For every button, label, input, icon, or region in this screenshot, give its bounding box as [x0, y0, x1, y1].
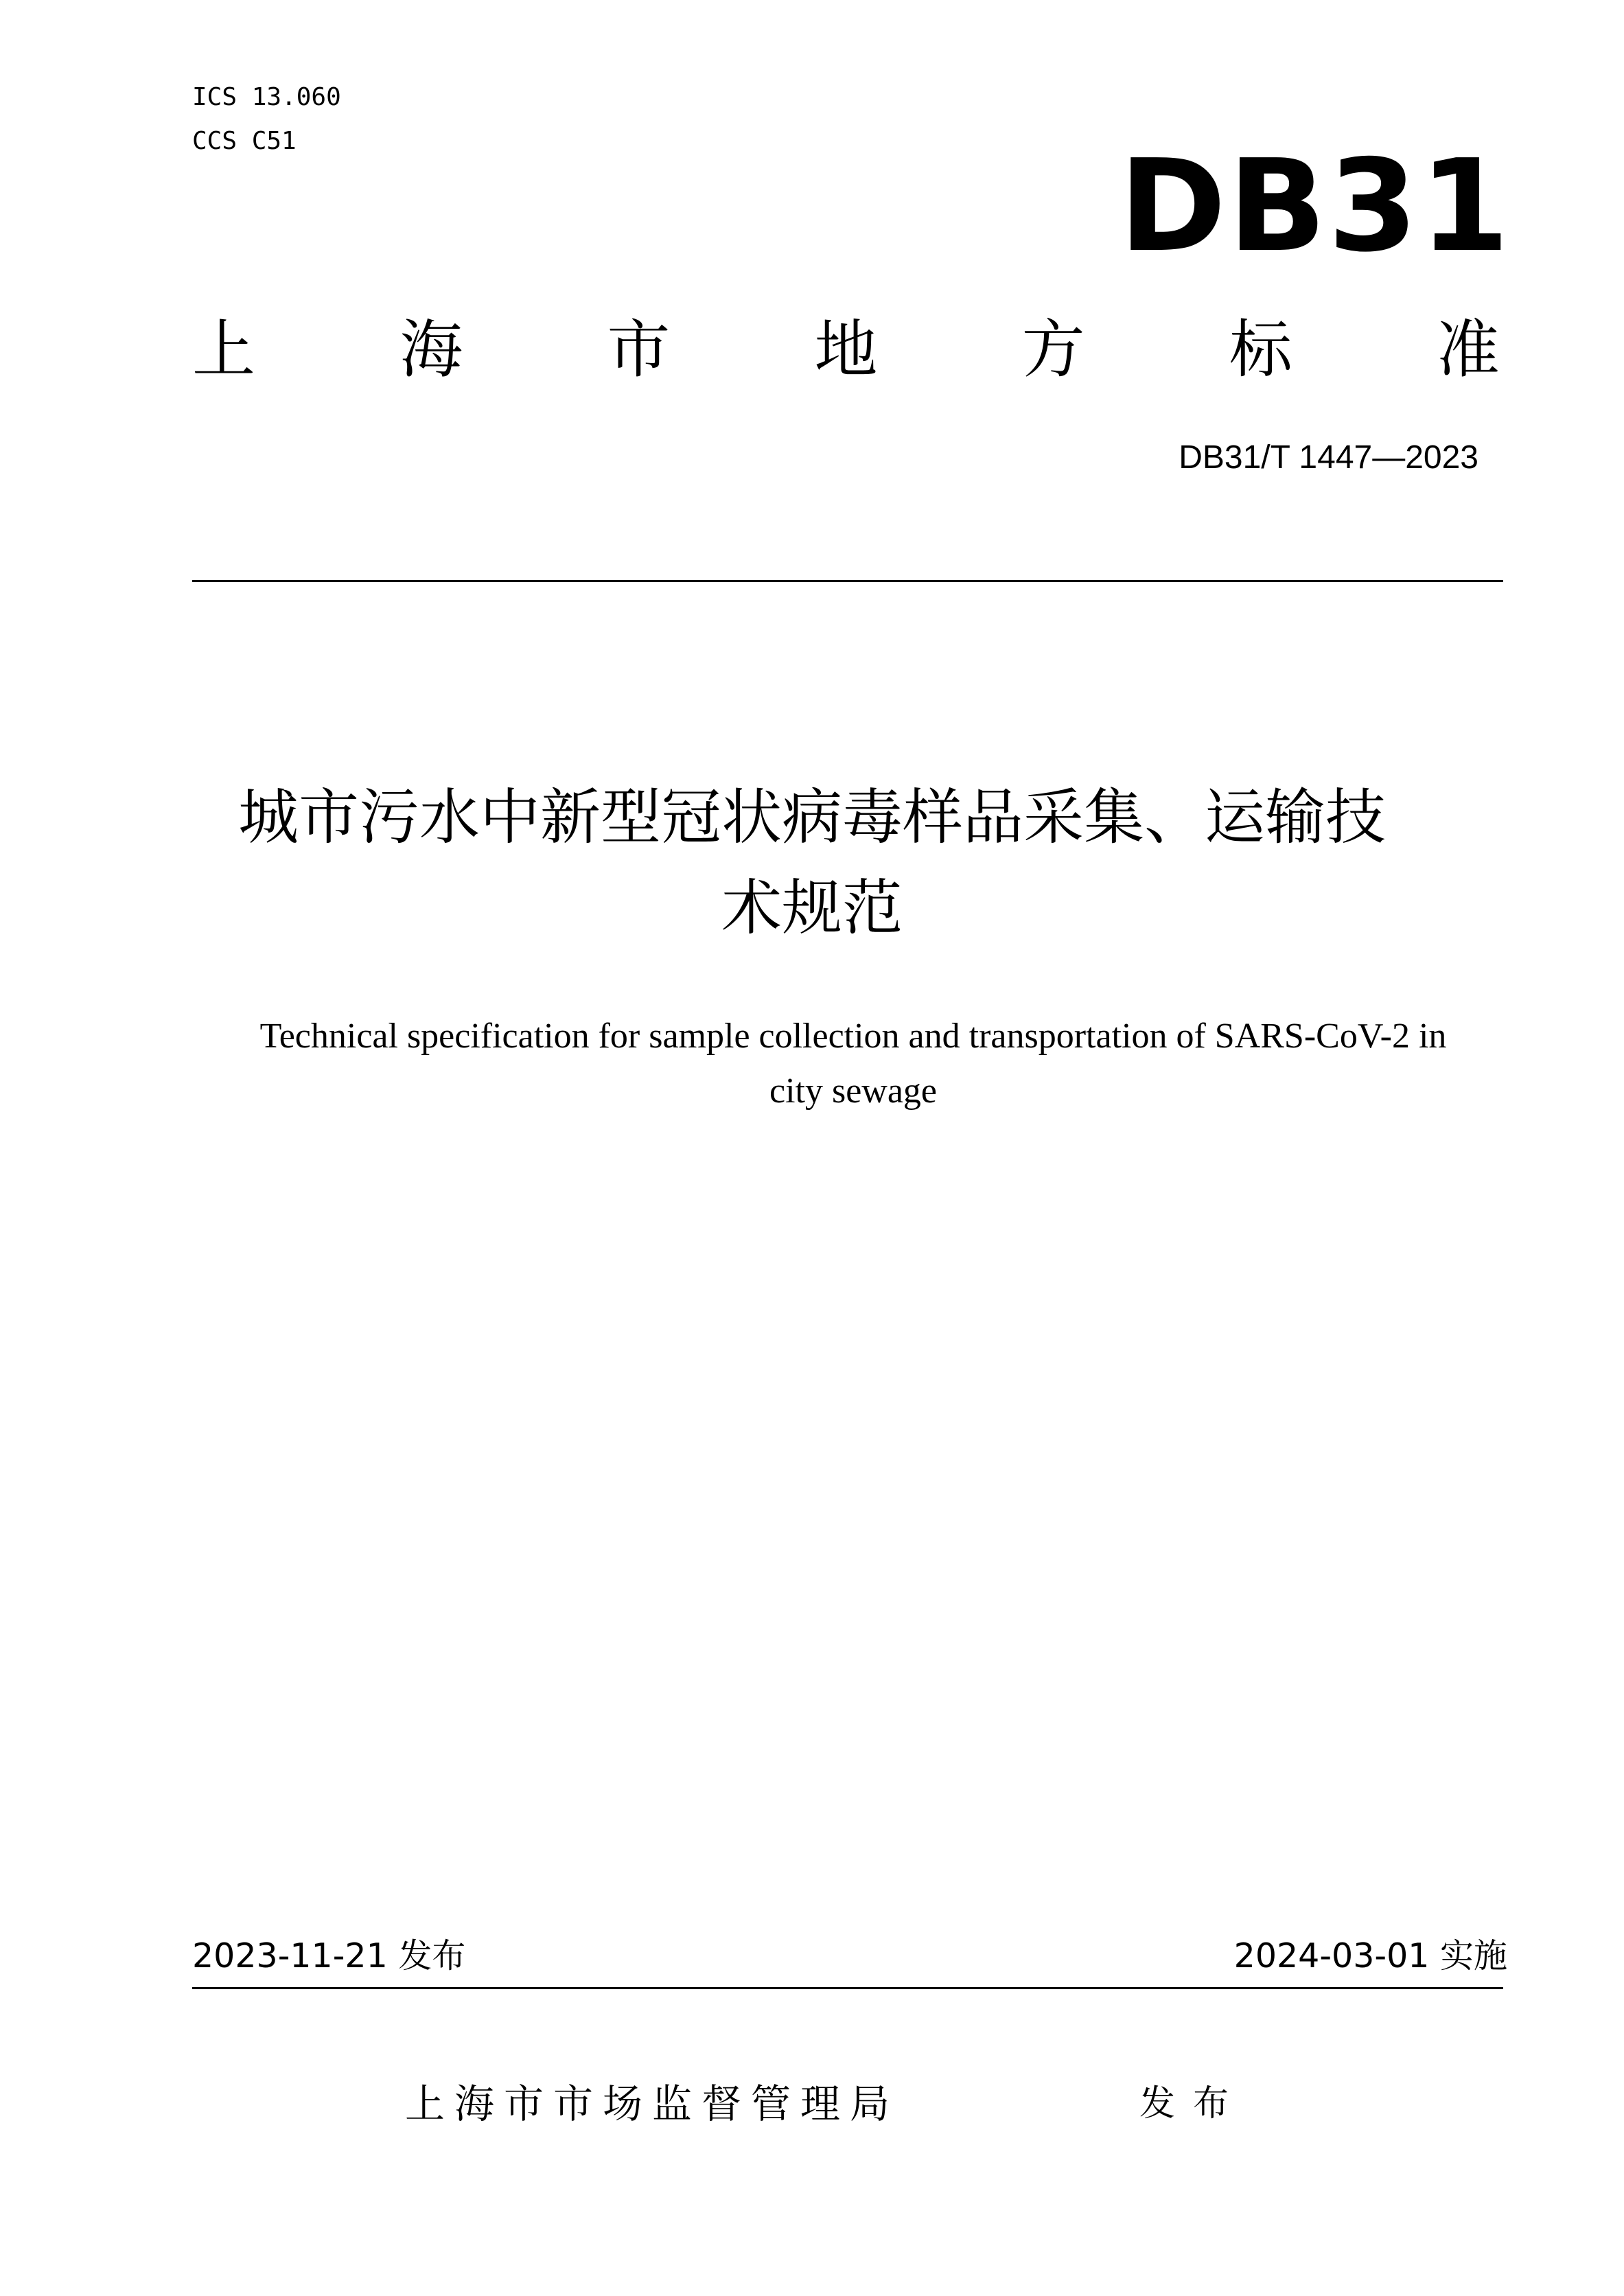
- ccs-code: CCS C51: [192, 127, 297, 155]
- standard-type-char: 市: [607, 313, 671, 386]
- title-cn-line-1: 城市污水中新型冠状病毒样品采集、运输技: [237, 782, 1386, 853]
- standard-number: DB31/T 1447—2023: [1179, 439, 1478, 476]
- title-cn-line-2: 术规范: [721, 872, 903, 943]
- title-en-line-1: Technical specification for sample collection and transportation of SARS-CoV-2 in: [259, 1017, 1447, 1056]
- standard-type-char: 上: [192, 313, 256, 386]
- title-en-line-2: city sewage: [769, 1071, 937, 1111]
- document-title-en: [199, 1009, 1507, 1119]
- standard-type-heading: [192, 312, 1500, 388]
- standard-type-char: 准: [1436, 313, 1500, 386]
- standard-type-char: 方: [1021, 313, 1085, 386]
- bottom-divider: [192, 1987, 1503, 1989]
- db31-logo: DB31: [1119, 132, 1511, 280]
- publisher-name: 上海市市场监督管理局: [405, 2080, 900, 2127]
- top-divider: [192, 580, 1503, 582]
- ics-code: ICS 13.060: [192, 83, 341, 111]
- standard-type-char: 海: [399, 313, 463, 386]
- publish-label: 发布: [1139, 2083, 1247, 2124]
- document-title-cn: [158, 772, 1466, 953]
- standard-type-char: 地: [814, 313, 878, 386]
- issue-date: 2023-11-21 发布: [192, 1936, 466, 1975]
- implementation-date: 2024-03-01 实施: [1233, 1936, 1507, 1975]
- standard-type-char: 标: [1229, 313, 1292, 386]
